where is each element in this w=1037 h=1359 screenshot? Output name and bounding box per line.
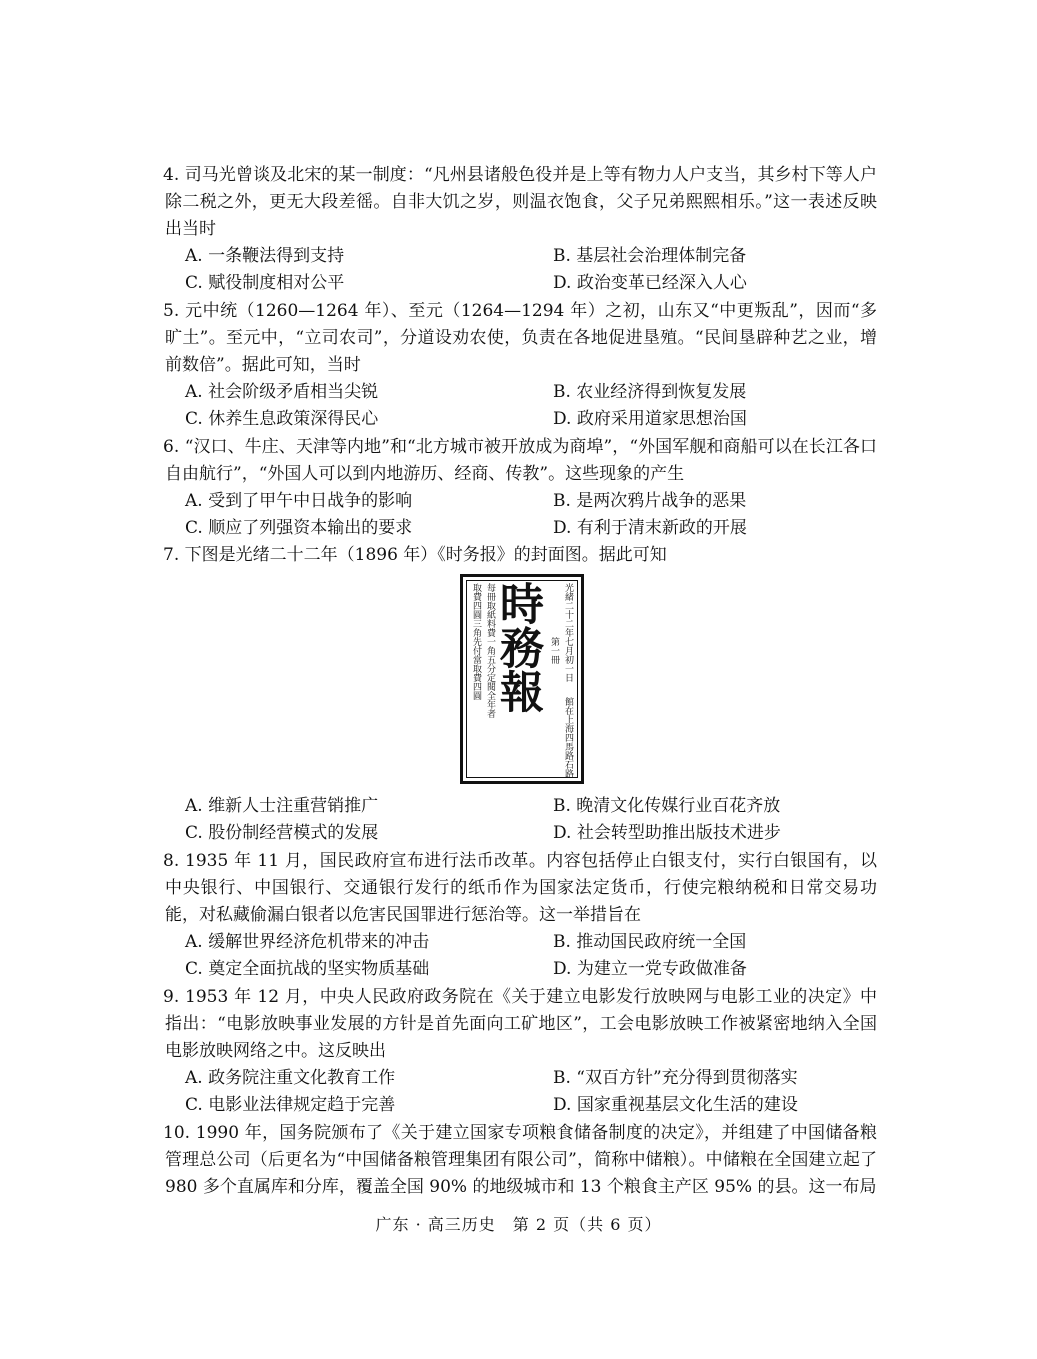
question-10 [165, 1120, 877, 1201]
question-stem: 10. 1990 年，国务院颁布了《关于建立国家专项粮食储备制度的决定》，并组建了中国储备粮管理总公司（后更名为“中国储备粮管理集团有限公司”，简称中储粮）。中储粮在全国建立起了 980 多个直属库和分库，覆盖全国 90% 的地级城市和 13 个粮食主产区 95% 的县。这一布局 [163, 1123, 877, 1197]
question-5 [165, 298, 877, 433]
option-a: A. 受到了甲午中日战争的影响 [185, 491, 413, 511]
options [185, 488, 877, 542]
option-b: B. 基层社会治理体制完备 [553, 246, 747, 266]
option-c: C. 股份制经营模式的发展 [185, 823, 379, 843]
option-c: C. 休养生息政策深得民心 [185, 409, 379, 429]
option-a: A. 缓解世界经济危机带来的冲击 [185, 932, 430, 952]
question-9 [165, 984, 877, 1119]
question-4 [165, 162, 877, 297]
option-b: B. 晚清文化传媒行业百花齐放 [553, 796, 781, 816]
option-d: D. 政府采用道家思想治国 [553, 409, 747, 429]
option-d: D. 国家重视基层文化生活的建设 [553, 1095, 798, 1115]
option-a: A. 政务院注重文化教育工作 [185, 1068, 396, 1088]
option-b: B. 是两次鸦片战争的恶果 [553, 491, 747, 511]
options [185, 793, 877, 847]
option-a: A. 一条鞭法得到支持 [185, 246, 345, 266]
question-stem: 5. 元中统（1260—1264 年）、至元（1264—1294 年）之初，山东又“中更叛乱”，因而“多旷土”。至元中，“立司农司”，分道设劝农使，负责在各地促进垦殖。“民间垦辟种艺之业，增前数倍”。据此可知，当时 [163, 301, 877, 375]
cover-issue: 第一冊 [549, 637, 559, 664]
question-stem: 4. 司马光曾谈及北宋的某一制度：“凡州县诸般色役并是上等有物力人户支当，其乡村下等人户除二税之外，更无大段差徭。自非大饥之岁，则温衣饱食，父子兄弟熙熙相乐。”这一表述反映出当时 [163, 165, 877, 239]
question-7 [165, 542, 877, 569]
options [185, 243, 877, 297]
option-a: A. 维新人士注重营销推广 [185, 796, 379, 816]
option-b: B. 农业经济得到恢复发展 [553, 382, 747, 402]
option-c: C. 奠定全面抗战的坚实物质基础 [185, 959, 430, 979]
cover-date: 光緒二十二年七月初一日 [563, 583, 573, 682]
option-a: A. 社会阶级矛盾相当尖锐 [185, 382, 379, 402]
question-8 [165, 848, 877, 983]
question-stem: 9. 1953 年 12 月，中央人民政府政务院在《关于建立电影发行放映网与电影工业的决定》中指出：“电影放映事业发展的方针是首先面向工矿地区”，工会电影放映工作被紧密地纳入全国电影放映网络之中。这反映出 [163, 987, 877, 1061]
option-c: C. 赋役制度相对公平 [185, 273, 345, 293]
cover-price-2: 取費四圓三角先付當取費四圓 [471, 583, 481, 700]
option-d: D. 有利于清末新政的开展 [553, 518, 747, 538]
question-6 [165, 434, 877, 542]
option-b: B. 推动国民政府统一全国 [553, 932, 747, 952]
question-stem: 6. “汉口、牛庄、天津等内地”和“北方城市被开放成为商埠”，“外国军舰和商船可以在长江各口自由航行”，“外国人可以到内地游历、经商、传教”。这些现象的产生 [163, 437, 877, 484]
cover-title: 時務報 [492, 581, 543, 713]
options [185, 929, 877, 983]
option-c: C. 顺应了列强资本输出的要求 [185, 518, 413, 538]
page-footer: 广东 · 高三历史 第 2 页（共 6 页） [375, 1215, 662, 1234]
question-stem: 7. 下图是光绪二十二年（1896 年）《时务报》的封面图。据此可知 [163, 545, 667, 565]
cover-price-1: 每冊取紙料費一角五分定閱全年者 [485, 583, 495, 718]
option-d: D. 政治变革已经深入人心 [553, 273, 747, 293]
option-d: D. 社会转型助推出版技术进步 [553, 823, 781, 843]
question-stem: 8. 1935 年 11 月，国民政府宣布进行法币改革。内容包括停止白银支付，实行白银国有，以中央银行、中国银行、交通银行发行的纸币作为国家法定货币，行使完粮纳税和日常交易功能，对私藏偷漏白银者以危害民国罪进行惩治等。这一举措旨在 [163, 851, 877, 925]
options [185, 1065, 877, 1119]
option-c: C. 电影业法律规定趋于完善 [185, 1095, 396, 1115]
cover-address: 館在上海四馬路石路 [563, 697, 573, 778]
shiwubao-cover-image [460, 574, 584, 784]
option-b: B. “双百方针”充分得到贯彻落实 [553, 1068, 798, 1088]
question-7-options [165, 793, 877, 847]
option-d: D. 为建立一党专政做准备 [553, 959, 747, 979]
options [185, 379, 877, 433]
